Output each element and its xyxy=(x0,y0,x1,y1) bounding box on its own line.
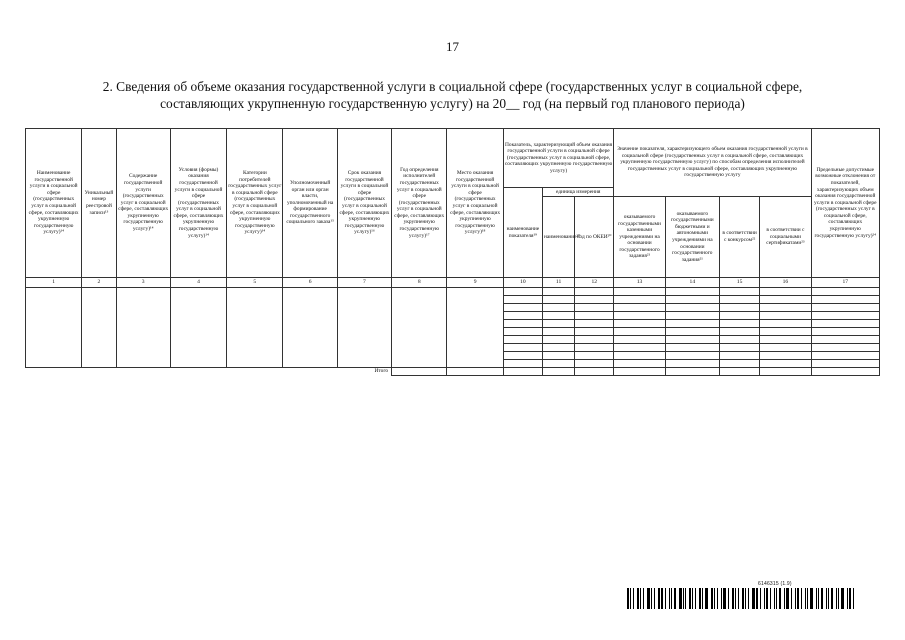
table-cell[interactable] xyxy=(614,312,665,320)
barcode-bar xyxy=(764,588,765,609)
table-cell[interactable] xyxy=(575,312,614,320)
barcode-bar xyxy=(714,588,715,609)
barcode-bar xyxy=(699,588,701,609)
barcode-bar xyxy=(748,588,749,609)
table-cell[interactable] xyxy=(719,320,759,328)
table-cell[interactable] xyxy=(719,360,759,368)
barcode-bar xyxy=(849,588,851,609)
barcode-bar xyxy=(735,588,736,609)
barcode-bar xyxy=(689,588,691,609)
barcode-bar xyxy=(738,588,739,609)
header-indicator-name: наименование показателя¹⁹ xyxy=(503,188,542,278)
table-row xyxy=(26,288,880,296)
table-cell[interactable] xyxy=(760,328,811,336)
barcode-bar xyxy=(745,588,746,609)
table-cell[interactable] xyxy=(503,312,542,320)
table-cell[interactable] xyxy=(665,312,719,320)
barcode-bar xyxy=(810,588,813,609)
table-cell[interactable] xyxy=(542,352,574,360)
barcode-bar xyxy=(633,588,634,609)
table-cell[interactable] xyxy=(542,288,574,296)
column-number: 5 xyxy=(227,278,283,288)
table-cell[interactable] xyxy=(760,296,811,304)
table-cell[interactable] xyxy=(337,288,391,368)
total-row xyxy=(26,368,880,376)
table-cell[interactable] xyxy=(760,344,811,352)
column-number: 8 xyxy=(392,278,447,288)
table-cell[interactable] xyxy=(811,320,879,328)
table-cell[interactable] xyxy=(575,344,614,352)
barcode-bar xyxy=(776,588,777,609)
table-cell[interactable] xyxy=(760,368,811,376)
table-cell[interactable] xyxy=(575,368,614,376)
barcode-bar xyxy=(847,588,848,609)
table-cell[interactable] xyxy=(614,328,665,336)
barcode-bar xyxy=(770,588,771,609)
table-cell[interactable] xyxy=(542,344,574,352)
table-cell[interactable] xyxy=(542,304,574,312)
column-number: 13 xyxy=(614,278,665,288)
barcode-bar xyxy=(831,588,833,609)
table-cell[interactable] xyxy=(503,344,542,352)
table-cell[interactable] xyxy=(811,368,879,376)
table-cell[interactable] xyxy=(665,296,719,304)
column-number: 4 xyxy=(170,278,226,288)
table-cell[interactable] xyxy=(665,320,719,328)
header-unit-name: наименование²⁰ xyxy=(542,197,574,278)
column-number: 6 xyxy=(283,278,337,288)
table-cell[interactable] xyxy=(760,320,811,328)
column-number: 11 xyxy=(542,278,574,288)
header-value-certificates: в соответствии с социальными сертификатами²³ xyxy=(760,197,811,278)
barcode-bar xyxy=(841,588,844,609)
barcode-bar xyxy=(816,588,817,609)
barcode-bar xyxy=(679,588,682,609)
table-cell[interactable] xyxy=(575,304,614,312)
table-cell[interactable] xyxy=(392,288,447,368)
header-service-content: Содержание государственной услуги (государственных услуг в социальной сфере, составляющих укрупненную государственную услугу)¹⁴ xyxy=(116,129,170,278)
barcode-bar xyxy=(692,588,693,609)
barcode-bar xyxy=(752,588,755,609)
table-cell[interactable] xyxy=(503,336,542,344)
table-cell[interactable] xyxy=(542,368,574,376)
column-number: 14 xyxy=(665,278,719,288)
barcode-bar xyxy=(654,588,655,609)
barcode-bar xyxy=(627,588,629,609)
table-cell[interactable] xyxy=(575,328,614,336)
column-numbers-row xyxy=(26,278,880,288)
barcode-bar xyxy=(853,588,854,609)
barcode-bar xyxy=(702,588,703,609)
barcode-bar xyxy=(695,588,696,609)
barcode-bar xyxy=(683,588,684,609)
barcode-bar xyxy=(661,588,663,609)
total-label: Итого xyxy=(374,368,389,375)
barcode-bar xyxy=(651,588,652,609)
column-number: 3 xyxy=(116,278,170,288)
barcode-bar xyxy=(805,588,806,609)
table-cell[interactable] xyxy=(760,360,811,368)
service-volume-table xyxy=(25,128,880,376)
table-cell[interactable] xyxy=(614,304,665,312)
barcode-bar xyxy=(836,588,837,609)
barcode-bar xyxy=(826,588,827,609)
table-cell[interactable] xyxy=(503,296,542,304)
table-cell[interactable] xyxy=(811,344,879,352)
column-number: 2 xyxy=(82,278,116,288)
barcode-bar xyxy=(807,588,808,609)
header-indicator-value-group: Значение показателя, характеризующего объем оказания государственной услуги в социальной сфере (государственных услуг в социальной сфере, составляющих укрупненную государственную услугу) по способам определения исполнителей государственных услуг в социальной сфере, составляющих укрупненную государственную услугу xyxy=(614,129,811,197)
barcode-bar xyxy=(779,588,781,609)
barcode-bar xyxy=(774,588,775,609)
column-number: 9 xyxy=(447,278,503,288)
table-cell[interactable] xyxy=(811,304,879,312)
header-service-conditions: Условия (формы) оказания государственной услуги в социальной сфере (государственных услуг в социальной сфере, составляющих укрупненную государственную услугу)¹⁴ xyxy=(170,129,226,278)
column-number: 16 xyxy=(760,278,811,288)
barcode-bar xyxy=(674,588,676,609)
header-consumer-categories: Категории потребителей государственных услуг в социальной сфере (государственных услуг в социальной сфере, составляющих укрупненную государственную услугу)¹⁴ xyxy=(227,129,283,278)
table-cell[interactable] xyxy=(116,288,170,368)
barcode-bar xyxy=(643,588,644,609)
column-number: 1 xyxy=(26,278,82,288)
barcode-bar xyxy=(742,588,744,609)
table-cell[interactable] xyxy=(665,288,719,296)
header-volume-indicator-group: Показатель, характеризующий объем оказания государственной услуги в социальной сфере (государственных услуг в социальной сфере, составляющих укрупненную государственную услугу) xyxy=(503,129,614,188)
table-cell[interactable] xyxy=(614,336,665,344)
barcode-bar xyxy=(766,588,768,609)
column-number: 15 xyxy=(719,278,759,288)
table-cell[interactable] xyxy=(811,288,879,296)
barcode-bar xyxy=(658,588,660,609)
header-authorized-body: Уполномоченный орган или орган власти, уполномоченный на формирование государственного социального заказа¹⁵ xyxy=(283,129,337,278)
table-cell[interactable] xyxy=(665,360,719,368)
barcode-bar xyxy=(665,588,666,609)
barcode-bar xyxy=(797,588,799,609)
table-cell[interactable] xyxy=(665,344,719,352)
form-code: 6146315 (1.9) xyxy=(758,581,792,587)
table-cell[interactable] xyxy=(760,352,811,360)
table-cell[interactable] xyxy=(614,344,665,352)
table-cell[interactable] xyxy=(614,288,665,296)
table-cell[interactable] xyxy=(503,368,542,376)
table-cell[interactable] xyxy=(719,312,759,320)
table-cell[interactable] xyxy=(760,336,811,344)
barcode-bar xyxy=(669,588,670,609)
barcode-bar xyxy=(784,588,785,609)
barcode-bar xyxy=(838,588,839,609)
table-cell[interactable] xyxy=(614,360,665,368)
table-cell[interactable] xyxy=(283,288,337,368)
table-cell[interactable] xyxy=(719,336,759,344)
barcode-bar xyxy=(637,588,639,609)
table-cell[interactable] xyxy=(503,328,542,336)
table-cell[interactable] xyxy=(665,368,719,376)
table-cell[interactable] xyxy=(575,360,614,368)
table-cell[interactable] xyxy=(719,304,759,312)
barcode-bar xyxy=(728,588,729,609)
table-cell[interactable] xyxy=(719,288,759,296)
barcode-bar xyxy=(786,588,789,609)
table-cell[interactable] xyxy=(719,368,759,376)
page-number: 17 xyxy=(446,39,459,54)
table-cell[interactable] xyxy=(614,320,665,328)
table-cell[interactable] xyxy=(575,296,614,304)
table-cell[interactable] xyxy=(575,320,614,328)
table-cell[interactable] xyxy=(170,288,226,368)
table-cell[interactable] xyxy=(719,296,759,304)
table-cell[interactable] xyxy=(665,328,719,336)
table-cell[interactable] xyxy=(575,352,614,360)
barcode-bar xyxy=(756,588,758,609)
table-cell[interactable] xyxy=(811,352,879,360)
table-cell[interactable] xyxy=(503,360,542,368)
table-cell[interactable] xyxy=(503,288,542,296)
table-cell[interactable] xyxy=(665,304,719,312)
table-cell[interactable] xyxy=(503,352,542,360)
barcode-bar xyxy=(723,588,726,609)
table-cell[interactable] xyxy=(447,288,503,368)
barcode-bar xyxy=(760,588,761,609)
table-cell[interactable] xyxy=(760,304,811,312)
table-cell[interactable] xyxy=(447,368,503,376)
table-cell[interactable] xyxy=(542,360,574,368)
section-title-line-2: составляющих укрупненную государственную услугу) на 20__ год (на первый год планового периода) xyxy=(160,96,745,111)
header-value-budget-institutions: оказываемого государственными бюджетными и автономными учреждениями на основании государственного задания²¹ xyxy=(665,197,719,278)
header-service-term: Срок оказания государственной услуги в социальной сфере (государственных услуг в социальной сфере, составляющих укрупненную государственную услугу)¹⁶ xyxy=(337,129,391,278)
barcode-bar xyxy=(721,588,722,609)
header-okei-code: код по ОКЕИ²⁰ xyxy=(575,197,614,278)
table-cell[interactable] xyxy=(542,328,574,336)
barcode-bar xyxy=(640,588,641,609)
table-cell[interactable] xyxy=(614,352,665,360)
barcode-bar xyxy=(647,588,650,609)
barcode-bar xyxy=(685,588,686,609)
header-executor-year: Год определения исполнителей государственных услуг в социальной сфере (государственных услуг в социальной сфере, составляющих укрупненную государственную услугу)¹⁷ xyxy=(392,129,447,278)
table-cell[interactable] xyxy=(542,312,574,320)
barcode-image xyxy=(627,588,857,609)
table-cell[interactable] xyxy=(719,344,759,352)
column-number: 10 xyxy=(503,278,542,288)
barcode-bar xyxy=(795,588,796,609)
header-registry-number: Уникальный номер реестровой записи¹³ xyxy=(82,129,116,278)
barcode-bar xyxy=(671,588,672,609)
table-cell[interactable] xyxy=(614,296,665,304)
barcode-bar xyxy=(711,588,713,609)
column-number: 7 xyxy=(337,278,391,288)
table-cell[interactable] xyxy=(227,288,283,368)
barcode-bar xyxy=(791,588,792,609)
total-row-spacer xyxy=(26,368,338,376)
table-cell[interactable] xyxy=(811,360,879,368)
column-number: 17 xyxy=(811,278,879,288)
table-cell[interactable] xyxy=(575,288,614,296)
table-cell[interactable] xyxy=(575,336,614,344)
column-number: 12 xyxy=(575,278,614,288)
header-allowed-deviations: Предельные допустимые возможные отклонения от показателей, характеризующих объем оказания государственной услуги в социальной сфере (государственных услуг в социальной сфере, составляющих укрупненную государственную услугу)²⁴ xyxy=(811,129,879,278)
table-cell[interactable] xyxy=(503,320,542,328)
table-cell[interactable] xyxy=(760,312,811,320)
table-cell[interactable] xyxy=(665,336,719,344)
table-cell[interactable] xyxy=(614,368,665,376)
section-title-line-1: 2. Сведения об объеме оказания государственной услуги в социальной сфере (государственных услуг в социальной сфере, xyxy=(102,79,803,94)
table-cell[interactable] xyxy=(811,336,879,344)
barcode-bar xyxy=(717,588,718,609)
barcode-bar xyxy=(732,588,734,609)
table-cell[interactable] xyxy=(542,336,574,344)
barcode-bar xyxy=(818,588,819,609)
table-cell[interactable] xyxy=(719,328,759,336)
barcode-bar xyxy=(821,588,823,609)
barcode-bar xyxy=(828,588,829,609)
table-cell[interactable] xyxy=(811,296,879,304)
table-cell[interactable] xyxy=(719,352,759,360)
section-title xyxy=(40,78,865,112)
table-cell[interactable] xyxy=(542,296,574,304)
header-unit-group: единица измерения xyxy=(542,188,613,197)
header-service-place: Место оказания государственной услуги в социальной сфере (государственных услуг в социальной сфере, составляющих укрупненную государственную услугу)¹⁸ xyxy=(447,129,503,278)
table-cell[interactable] xyxy=(392,368,447,376)
table-cell[interactable] xyxy=(811,312,879,320)
table-cell[interactable] xyxy=(665,352,719,360)
table-cell[interactable] xyxy=(811,328,879,336)
header-service-name: Наименование государственной услуги в социальной сфере (государственных услуг в социальной сфере, составляющих укрупненную государственную услугу)¹⁴ xyxy=(26,129,82,278)
table-cell[interactable] xyxy=(503,304,542,312)
table-cell[interactable] xyxy=(26,288,82,368)
header-value-state-institutions: оказываемого государственными казенными учреждениями на основании государственного задания²¹ xyxy=(614,197,665,278)
table-cell[interactable] xyxy=(760,288,811,296)
barcode-bar xyxy=(801,588,803,609)
table-cell[interactable] xyxy=(82,288,116,368)
table-cell[interactable] xyxy=(542,320,574,328)
barcode-bar xyxy=(630,588,631,609)
header-value-contest: в соответствии с конкурсом²² xyxy=(719,197,759,278)
barcode-bar xyxy=(705,588,708,609)
